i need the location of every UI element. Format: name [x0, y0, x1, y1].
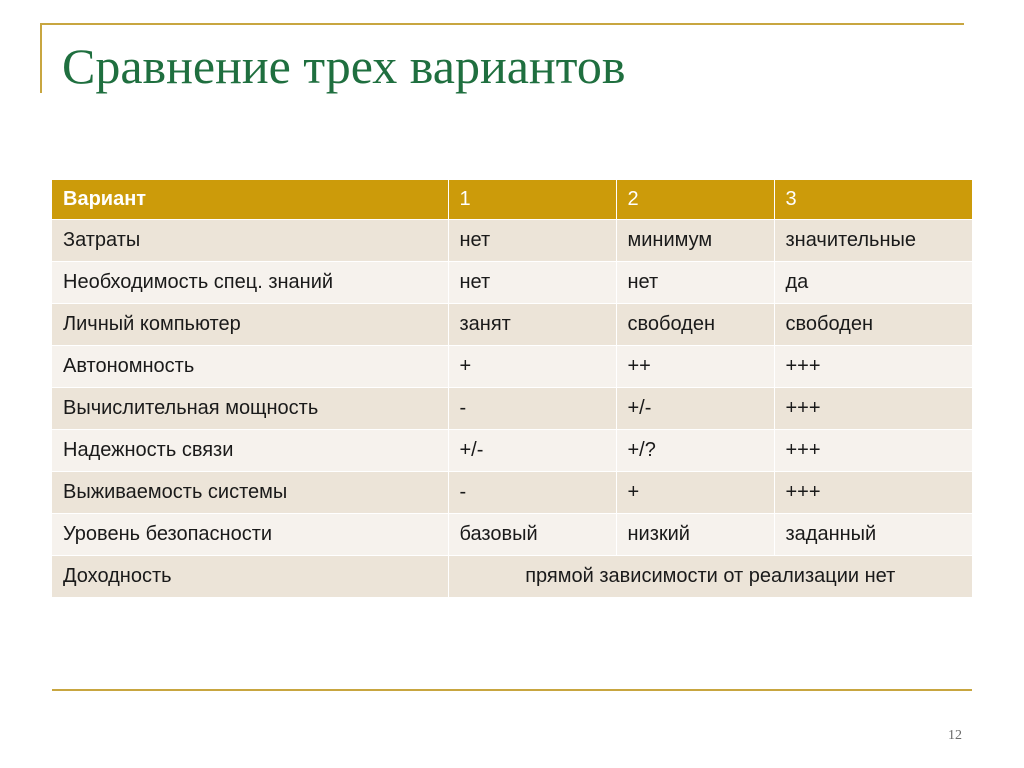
row-label: Вычислительная мощность: [52, 388, 448, 430]
cell-option-2: ++: [616, 346, 774, 388]
cell-option-1: -: [448, 472, 616, 514]
cell-option-3: +++: [774, 472, 972, 514]
table-row-merged: [52, 556, 972, 598]
cell-option-2: свободен: [616, 304, 774, 346]
cell-option-3: +++: [774, 346, 972, 388]
cell-option-1: нет: [448, 262, 616, 304]
cell-option-1: базовый: [448, 514, 616, 556]
page-number: 12: [948, 728, 962, 743]
cell-option-3: значительные: [774, 220, 972, 262]
top-rule: [40, 23, 964, 25]
table-row: [52, 346, 972, 388]
row-label: Автономность: [52, 346, 448, 388]
header-option-2: 2: [616, 180, 774, 220]
header-option-1: 1: [448, 180, 616, 220]
cell-option-2: минимум: [616, 220, 774, 262]
table-header-row: [52, 180, 972, 220]
slide-title: Сравнение трех вариантов: [62, 38, 626, 94]
cell-option-2: +/?: [616, 430, 774, 472]
table-row: [52, 472, 972, 514]
cell-option-3: +++: [774, 430, 972, 472]
cell-option-2: низкий: [616, 514, 774, 556]
table-row: [52, 262, 972, 304]
header-variant: Вариант: [52, 180, 448, 220]
cell-option-1: нет: [448, 220, 616, 262]
row-label: Выживаемость системы: [52, 472, 448, 514]
cell-option-2: +: [616, 472, 774, 514]
row-label: Надежность связи: [52, 430, 448, 472]
table-row: [52, 388, 972, 430]
left-rule: [40, 23, 42, 93]
table-row: [52, 430, 972, 472]
row-label: Уровень безопасности: [52, 514, 448, 556]
cell-option-2: нет: [616, 262, 774, 304]
cell-option-3: свободен: [774, 304, 972, 346]
cell-option-3: +++: [774, 388, 972, 430]
comparison-table: [52, 180, 972, 598]
bottom-rule: [52, 689, 972, 691]
row-label: Необходимость спец. знаний: [52, 262, 448, 304]
cell-option-2: +/-: [616, 388, 774, 430]
row-label: Доходность: [52, 556, 448, 598]
row-label: Затраты: [52, 220, 448, 262]
cell-option-3: да: [774, 262, 972, 304]
merged-cell: прямой зависимости от реализации нет: [448, 556, 972, 598]
header-option-3: 3: [774, 180, 972, 220]
table-row: [52, 220, 972, 262]
cell-option-3: заданный: [774, 514, 972, 556]
cell-option-1: занят: [448, 304, 616, 346]
cell-option-1: +/-: [448, 430, 616, 472]
cell-option-1: +: [448, 346, 616, 388]
table-row: [52, 304, 972, 346]
cell-option-1: -: [448, 388, 616, 430]
table-row: [52, 514, 972, 556]
row-label: Личный компьютер: [52, 304, 448, 346]
